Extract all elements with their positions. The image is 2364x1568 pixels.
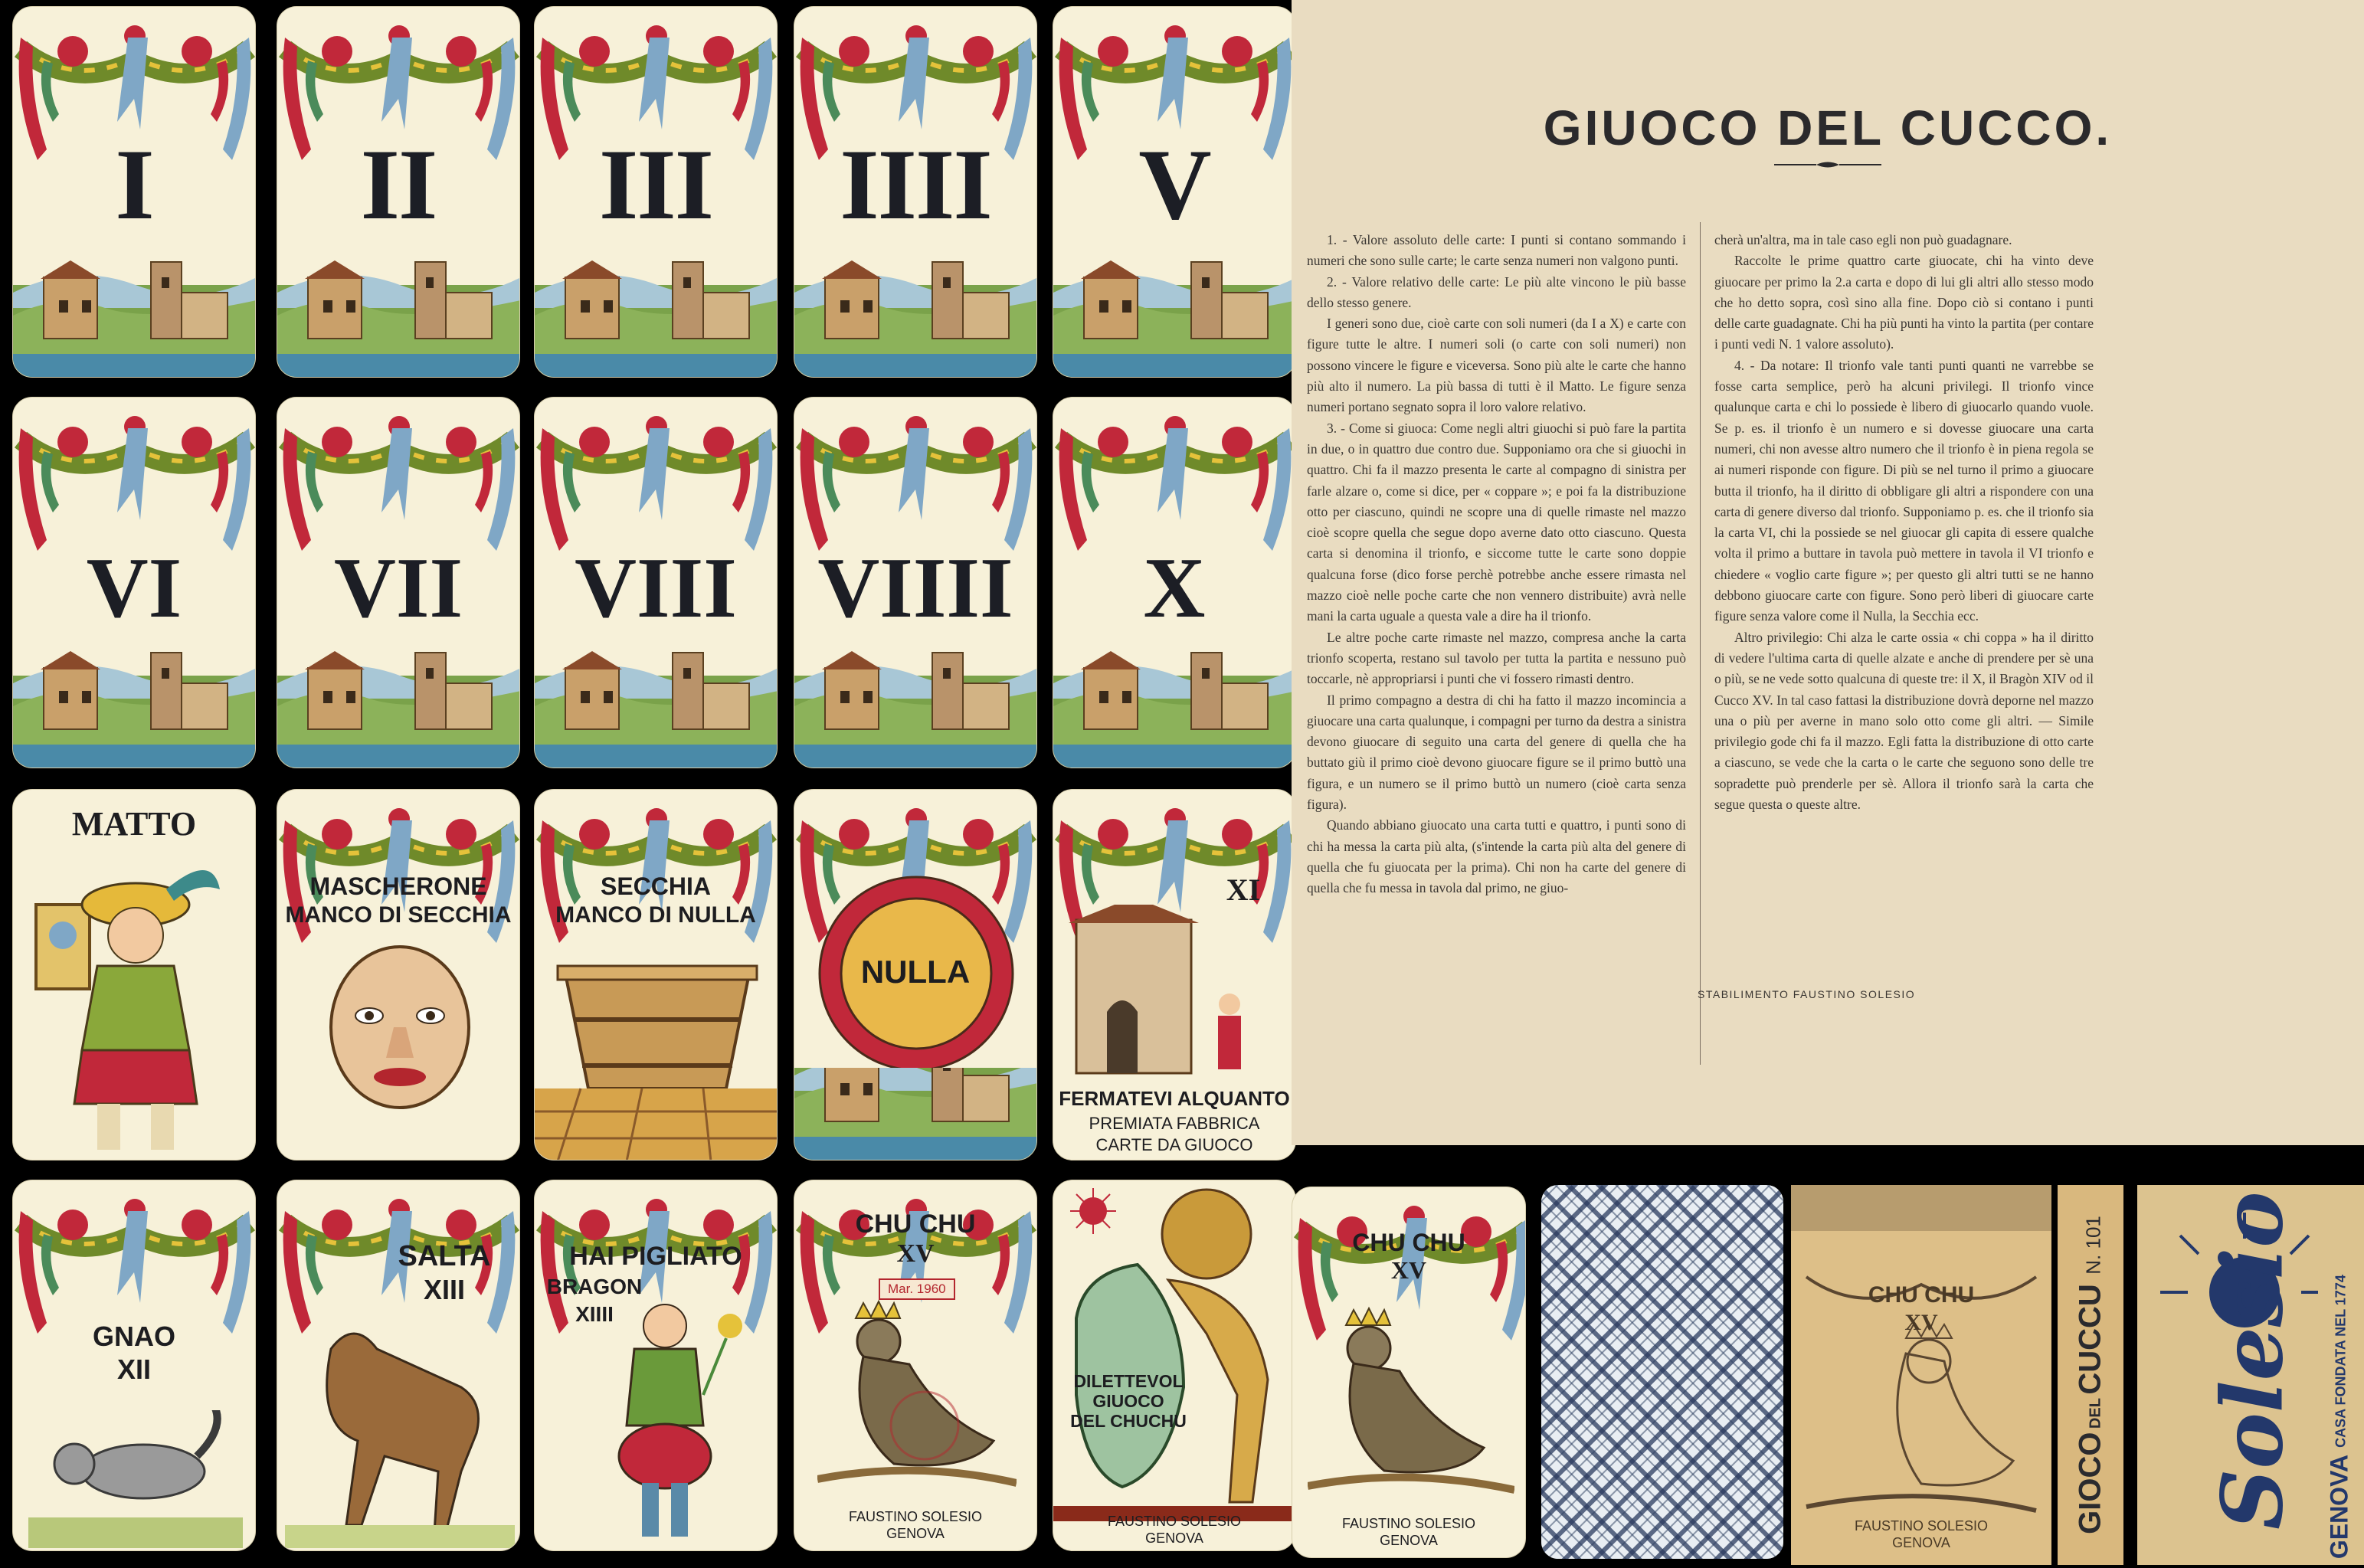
card-mascherone[interactable] — [277, 789, 520, 1160]
card-lion[interactable] — [1053, 1180, 1296, 1551]
workshop-scene-illustration — [1061, 905, 1291, 1081]
card-title: SECCHIA — [600, 872, 711, 900]
hill-town-illustration — [13, 630, 256, 768]
spine-gioco: GIOCO — [2073, 1432, 2107, 1534]
card-numeral: VIII — [575, 541, 737, 636]
ruins-illustration — [535, 630, 778, 768]
garland-ornament — [794, 398, 1037, 558]
card-gnao[interactable] — [12, 1180, 256, 1551]
card-numeral: VI — [86, 541, 182, 636]
card-numeral: VIIII — [817, 541, 1013, 636]
rules-paragraph: I generi sono due, cioè carte con soli numeri (da I a X) e carte con figure tutte le altre. I numeri soli (o carte con soli numeri) non possono vincere le figure e viceversa. Sono più alte le carte che hanno più alto il numero. La più bassa di tutti è il Matto. Le figure senza numeri portano segnato sopra il loro valore relativo. — [1307, 316, 1686, 415]
spine-del: DEL — [2087, 1398, 2104, 1429]
founded-text: CASA FONDATA NEL 1774 — [2333, 1275, 2349, 1448]
jester-figure-illustration — [28, 859, 243, 1157]
date-stamp: Mar. 1960 — [879, 1278, 955, 1300]
coin-label: NULLA — [860, 954, 971, 990]
card-numeral: XI — [1226, 872, 1261, 907]
card-title: MATTO — [71, 805, 197, 843]
rules-paragraph: 1. - Valore assoluto delle carte: I punti si contano sommando i numeri che sono sulle carte; le carte senza numeri non valgono punti. — [1307, 232, 1686, 269]
town-scene-illustration — [13, 239, 256, 377]
maker-city: GENOVA — [886, 1526, 945, 1541]
shield-inscription: GIUOCO — [1092, 1391, 1164, 1411]
man-with-flower-illustration — [596, 1295, 749, 1548]
rules-paragraph: Raccolte le prime quattro carte giuocate, chi ha vinto deve giuocare per primo la 2.a carta e dopo di lui gli altri allo stesso modo che ho detto sopra, così sino alla fine. Dopo ciò si contano i punti delle carte guadagnate. Chi ha più punti ha vinto la partita (per contare i punti vedi N. 1 valore assoluto). — [1714, 253, 2094, 352]
card-title: CHU CHU — [855, 1210, 976, 1239]
card-numeral: XV — [896, 1239, 935, 1268]
rules-paragraph: 3. - Come si giuoca: Come negli altri giuochi si può fare la partita in due, o in quattro due contro due. Supponiamo ora che si giuochi in quattro. Chi fa il mazzo presenta le carte al compagno di sinistra per farle alzare o, come si dice, per « coppare »; e poi fa la distribuzione otto per ciascuno, quindi ne scopre una di quelle rimaste nel mazzo cioè scopre quella che segue dopo averne dato otto ciascuno. Questa carta si denomina il trionfo, e siccome tutte le carte sono doppie qualcuna forse (dico forse perchè potrebbe anche essere rimasta nel mazzo cioè nelle poche carte che non vennero distribuite) avrà nelle mani la carta uguale a questa vale a dire ha il trionfo. — [1307, 420, 1686, 624]
card-iiii[interactable] — [794, 6, 1037, 378]
card-title: GNAO — [93, 1321, 175, 1352]
card-subtitle: MANCO DI NULLA — [555, 902, 756, 928]
garland-ornament — [277, 398, 520, 558]
maker-name: FAUSTINO SOLESIO — [1341, 1516, 1476, 1531]
card-numeral: XIII — [423, 1274, 466, 1305]
card-numeral: IIII — [840, 128, 991, 241]
bucket-illustration — [535, 951, 778, 1160]
box-numeral: XV — [1904, 1310, 1938, 1335]
card-v[interactable] — [1053, 6, 1296, 378]
lion-illustration — [1053, 1180, 1296, 1551]
card-inscription: FERMATEVI ALQUANTO — [1059, 1087, 1290, 1110]
card-inscription: PREMIATA FABBRICA — [1089, 1114, 1260, 1133]
card-viii[interactable] — [534, 397, 778, 768]
card-subtitle: MANCO DI SECCHIA — [285, 902, 512, 928]
maker-name: FAUSTINO SOLESIO — [848, 1509, 983, 1524]
garland-ornament — [13, 398, 256, 558]
card-numeral: XII — [116, 1354, 151, 1385]
card-bragon[interactable] — [534, 1180, 778, 1551]
rules-sheet — [1292, 0, 2364, 1145]
maker-city: GENOVA — [1380, 1533, 1438, 1548]
card-secchia[interactable] — [534, 789, 778, 1160]
rules-paragraph: 2. - Valore relativo delle carte: Le più alte vincono le più basse dello stesso genere. — [1307, 273, 1686, 310]
mask-face-illustration — [308, 943, 492, 1150]
fortress-scene-illustration — [794, 239, 1037, 377]
card-subtitle: BRAGON — [546, 1275, 643, 1298]
rules-paragraph: Altro privilegio: Chi alza le carte ossia « chi coppa » ha il diritto di vedere l'ultima carta di quelle alzate e anche di prendere per sè una o più, se ne vede sotto qualcuna di queste tre: il X, il Bragòn XIV od il Cucco XV. In tal caso fattasi la distribuzione dovrà deporne nel mazzo una o più per averne in mano solo otto come gli altri. — Simile privilegio gode chi fa il mazzo. Egli fatta la distribuzione di otto carte a ciascuno, se vede che la carta o le carte che seguono sono delle tre sopradette può prenderle per sè. Allora il trionfo sarà la carta che segue questa o queste altre. — [1714, 629, 2094, 813]
rules-paragraph: cherà un'altra, ma in tale caso egli non può guadagnare. — [1714, 232, 2012, 247]
rules-column-right — [1714, 230, 2094, 815]
garland-ornament — [13, 1180, 256, 1341]
card-x[interactable] — [1053, 397, 1296, 768]
brand-logo-text: Solesio — [2202, 1191, 2302, 1530]
card-i[interactable] — [12, 6, 256, 378]
rules-column-left — [1307, 230, 1686, 899]
card-numeral: V — [1138, 128, 1210, 241]
card-iii[interactable] — [534, 6, 778, 378]
card-chuchu[interactable] — [794, 1180, 1037, 1551]
walled-city-illustration — [1053, 630, 1296, 768]
horse-illustration — [285, 1303, 515, 1548]
card-numeral: III — [598, 128, 713, 241]
card-vi[interactable] — [12, 397, 256, 768]
sheet-title: GIUOCO DEL CUCCO. — [1543, 100, 2113, 155]
maker-name: FAUSTINO SOLESIO — [1107, 1514, 1242, 1529]
box-title: CHU CHU — [1868, 1282, 1975, 1308]
card-numeral: I — [115, 128, 153, 241]
maker-city: GENOVA — [1145, 1530, 1203, 1546]
rules-paragraph: Le altre poche carte rimaste nel mazzo, compresa anche la carta trionfo scoperta, restano sul tavolo per tutta la partita e nessuno può toccarle, nè appropriarsi i punti che vi fossero rimasti dentro. — [1307, 629, 1686, 687]
card-title: SALTA — [398, 1240, 491, 1272]
spine-text — [2074, 1191, 2108, 1559]
shield-inscription: DEL CHUCHU — [1070, 1411, 1187, 1431]
card-inscription: CARTE DA GIUOCO — [1095, 1135, 1253, 1154]
card-numeral: X — [1143, 541, 1206, 636]
maker-city: GENOVA — [1892, 1535, 1950, 1550]
shield-inscription: DILETTEVOL — [1073, 1371, 1184, 1391]
village-scene-illustration — [535, 239, 778, 377]
card-title: MASCHERONE — [309, 872, 487, 900]
column-divider — [1700, 222, 1701, 1065]
cat-illustration — [28, 1410, 243, 1548]
card-vii[interactable] — [277, 397, 520, 768]
castle-scene-illustration — [277, 239, 520, 377]
card-title: HAI PIGLIATO — [569, 1242, 742, 1271]
card-matto[interactable] — [12, 789, 256, 1160]
card-numeral: VII — [333, 541, 463, 636]
harbour-town-illustration — [794, 630, 1037, 768]
brand-city: GENOVA — [2325, 1454, 2353, 1560]
garland-ornament — [1053, 398, 1296, 558]
card-chuchu-spare[interactable] — [1292, 1187, 1526, 1558]
spine-cuccu: CUCCU — [2073, 1284, 2107, 1395]
sheet-footer: STABILIMENTO FAUSTINO SOLESIO — [1698, 988, 1916, 1000]
card-nulla[interactable] — [794, 789, 1037, 1160]
card-numeral: XV — [1390, 1256, 1427, 1284]
owl-illustration — [817, 1295, 1017, 1502]
box-logo-side — [2137, 1185, 2364, 1565]
maker-name: FAUSTINO SOLESIO — [1854, 1518, 1989, 1534]
town-scene-illustration — [794, 1068, 1037, 1160]
title-divider — [1774, 159, 1881, 170]
spine-number: N. 101 — [2081, 1216, 2105, 1275]
card-back-pattern[interactable] — [1541, 1185, 1783, 1559]
card-viiii[interactable] — [794, 397, 1037, 768]
plaid-pattern — [1541, 1185, 1783, 1559]
box-front[interactable] — [1791, 1185, 2051, 1565]
card-numeral: XIIII — [575, 1302, 614, 1326]
owl-illustration — [1308, 1302, 1514, 1509]
rules-paragraph: Quando abbiano giuocato una carta tutti e quattro, i punti sono di chi ha messa la carta più alta, (s'intende la carta più alta del genere di quella che fu giuocata per la prima). Chi non ha carte del genere di quella che fu messa in tavola dal primo, ne giuo- — [1307, 817, 1686, 896]
box-spine — [2058, 1185, 2123, 1565]
card-ii[interactable] — [277, 6, 520, 378]
garland-ornament — [535, 398, 778, 558]
hilltop-tower-illustration — [277, 630, 520, 768]
tower-scene-illustration — [1053, 239, 1296, 377]
card-numeral: II — [360, 128, 437, 241]
card-xi[interactable] — [1053, 789, 1296, 1160]
rules-paragraph: 4. - Da notare: Il trionfo vale tanti punti quanti ne varrebbe se fosse carta semplice, però ha alcuni privilegi. Il trionfo vince qualunque carta e chi lo possiede è libero di giuocarlo quando vuole. Se p. es. il trionfo è un numero e si dovesse giuocare una carta numeri, chi non avesse altro numero che il trionfo è in piena regola se ai numeri risponde con figure. Di più se nel turno il primo a giuocare butta il trionfo, ha il diritto di obbligare gli altri a rispondere con una carta di genere diverso dal trionfo. Supponiamo p. es. che il trionfo sia la carta VI, chi la possiede se nel giuocar gli capita di essere qualche volta il primo a buttare in tavola può mettere in tavola il VI trionfo e chiedere « voglio carte figure »; per questo gli altri tutti se ne hanno debbono giuocare carte con figure. Sono però liberi di giuocare carte figure senza valore come il Nulla, la Secchia ecc. — [1714, 357, 2094, 624]
rules-paragraph: Il primo compagno a destra di chi ha fatto il mazzo incomincia a giuocare una carta qualunque, i compagni per turno da destra a sinistra devono giuocare di seguito una carta del genere di quella che ha buttato giù il primo cioè devono giuocare figure se il primo buttò una figura, e un numero se il primo buttò un numero (cioè carta senza figura). — [1307, 692, 1686, 813]
box-front-illustration — [1791, 1185, 2051, 1565]
card-title: CHU CHU — [1352, 1229, 1465, 1256]
card-salta[interactable] — [277, 1180, 520, 1551]
